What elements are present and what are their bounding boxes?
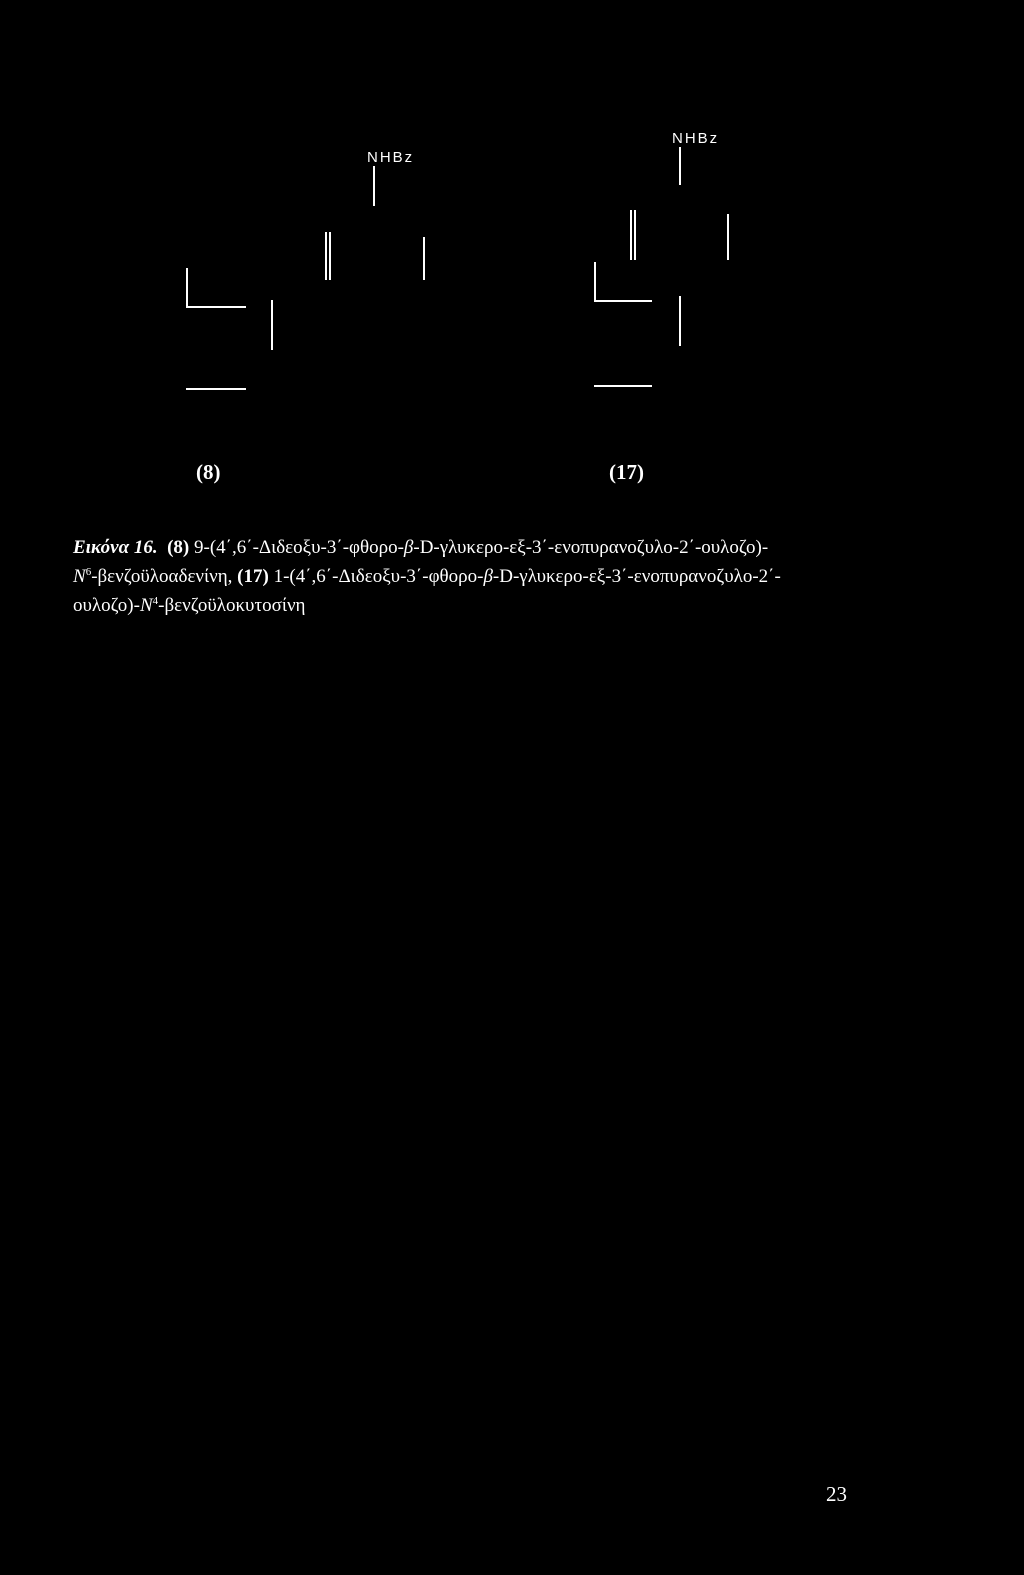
- caption-label: Εικόνα 16.: [73, 537, 158, 558]
- bond-line: [594, 300, 652, 302]
- bond-line: [186, 306, 246, 308]
- figure-caption: [73, 533, 953, 620]
- caption-text: -βενζοϋλοκυτοσίνη: [158, 595, 306, 616]
- caption-superscript: 4: [152, 595, 159, 607]
- caption-line-2: [73, 562, 953, 591]
- caption-text: 1-(4΄,6΄-Διδεοξυ-3΄-φθορο-: [273, 566, 484, 587]
- bond-line: [186, 268, 188, 308]
- caption-compound-8: (8): [167, 537, 190, 558]
- page-number: 23: [826, 1482, 847, 1506]
- caption-beta: β: [403, 537, 414, 558]
- nhbz-label-right: NHBz: [672, 130, 720, 147]
- caption-text: -D-γλυκερο-εξ-3΄-ενοπυρανοζυλο-2΄-: [492, 566, 781, 587]
- bond-line: [325, 232, 327, 280]
- caption-text: ουλοζο)-: [73, 595, 140, 616]
- bond-line: [423, 237, 425, 280]
- bond-line: [186, 388, 246, 390]
- caption-line-1: [73, 533, 953, 562]
- bond-line: [271, 300, 273, 350]
- caption-text: 9-(4΄,6΄-Διδεοξυ-3΄-φθορο-: [194, 537, 404, 558]
- bond-line: [594, 385, 652, 387]
- bond-line: [679, 296, 681, 346]
- caption-text: -D-γλυκερο-εξ-3΄-ενοπυρανοζυλο-2΄-ουλοζο)-: [413, 537, 769, 558]
- caption-line-3: [73, 591, 953, 620]
- caption-compound-17: (17): [237, 566, 269, 587]
- bond-line: [329, 232, 331, 280]
- bond-line: [727, 214, 729, 260]
- bond-line: [373, 166, 375, 206]
- caption-n: N: [73, 566, 86, 587]
- caption-n: N: [139, 595, 153, 616]
- bond-line: [630, 210, 632, 260]
- caption-superscript: 6: [85, 566, 92, 578]
- bond-line: [679, 147, 681, 185]
- compound-number-8: (8): [196, 460, 221, 484]
- bond-line: [594, 262, 596, 302]
- caption-text: -βενζοϋλοαδενίνη,: [91, 566, 233, 587]
- compound-number-17: (17): [609, 460, 644, 484]
- nhbz-label-left: NHBz: [367, 149, 415, 166]
- caption-beta: β: [483, 566, 493, 587]
- bond-line: [634, 210, 636, 260]
